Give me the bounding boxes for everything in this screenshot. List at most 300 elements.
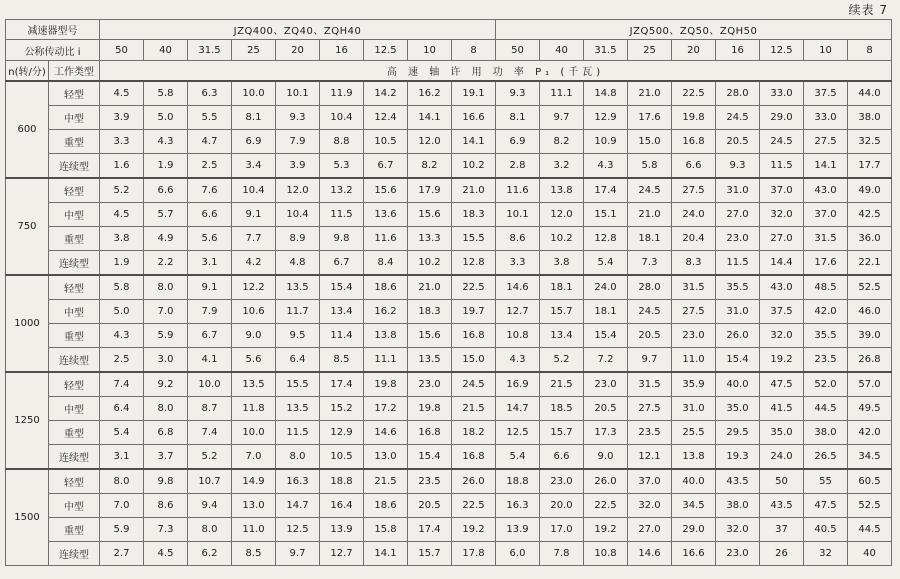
power-value-cell: 4.3 (496, 348, 540, 373)
ratio-header-cell: 40 (540, 40, 584, 61)
power-value-cell: 11.6 (364, 227, 408, 251)
power-value-cell: 40.5 (804, 518, 848, 542)
power-value-cell: 20.5 (628, 324, 672, 348)
power-value-cell: 22.5 (672, 81, 716, 106)
power-value-cell: 14.1 (364, 542, 408, 566)
table-row (6, 251, 892, 276)
power-value-cell: 4.1 (188, 348, 232, 373)
power-value-cell: 16.2 (408, 81, 452, 106)
power-value-cell: 14.1 (452, 130, 496, 154)
power-value-cell: 11.1 (364, 348, 408, 373)
power-value-cell: 14.1 (408, 106, 452, 130)
power-value-cell: 5.0 (100, 300, 144, 324)
power-value-cell: 6.9 (496, 130, 540, 154)
power-value-cell: 26 (760, 542, 804, 566)
power-value-cell: 5.4 (496, 445, 540, 470)
power-value-cell: 19.2 (760, 348, 804, 373)
power-value-cell: 15.7 (540, 300, 584, 324)
power-value-cell: 2.7 (100, 542, 144, 566)
power-value-cell: 6.6 (540, 445, 584, 470)
power-label: 高 速 轴 许 用 功 率 P₁ (千瓦) (100, 61, 892, 82)
power-value-cell: 21.5 (364, 469, 408, 494)
power-value-cell: 20.4 (672, 227, 716, 251)
worktype-cell: 重型 (49, 518, 100, 542)
table-row (6, 372, 892, 397)
power-value-cell: 26.8 (848, 348, 892, 373)
power-value-cell: 12.0 (540, 203, 584, 227)
power-value-cell: 23.5 (628, 421, 672, 445)
power-value-cell: 7.9 (188, 300, 232, 324)
power-value-cell: 17.4 (320, 372, 364, 397)
header-row-power (6, 61, 892, 82)
power-value-cell: 8.0 (276, 445, 320, 470)
power-value-cell: 15.0 (452, 348, 496, 373)
power-value-cell: 11.4 (320, 324, 364, 348)
power-value-cell: 17.4 (408, 518, 452, 542)
table-row (6, 203, 892, 227)
power-value-cell: 3.9 (100, 106, 144, 130)
power-value-cell: 13.2 (320, 178, 364, 203)
power-value-cell: 32.0 (760, 203, 804, 227)
power-value-cell: 47.5 (760, 372, 804, 397)
power-value-cell: 7.6 (188, 178, 232, 203)
power-value-cell: 4.9 (144, 227, 188, 251)
power-value-cell: 6.6 (144, 178, 188, 203)
power-value-cell: 40.0 (672, 469, 716, 494)
power-value-cell: 17.7 (848, 154, 892, 179)
power-value-cell: 10.8 (496, 324, 540, 348)
worktype-cell: 重型 (49, 227, 100, 251)
power-value-cell: 8.6 (144, 494, 188, 518)
power-value-cell: 20.5 (408, 494, 452, 518)
power-value-cell: 3.1 (100, 445, 144, 470)
power-value-cell: 17.0 (540, 518, 584, 542)
power-value-cell: 3.8 (100, 227, 144, 251)
power-value-cell: 42.0 (848, 421, 892, 445)
power-value-cell: 2.5 (100, 348, 144, 373)
power-value-cell: 31.5 (804, 227, 848, 251)
power-value-cell: 15.2 (320, 397, 364, 421)
table-row (6, 178, 892, 203)
table-row (6, 494, 892, 518)
power-value-cell: 8.1 (496, 106, 540, 130)
power-value-cell: 15.6 (408, 203, 452, 227)
header-row-ratio (6, 40, 892, 61)
power-value-cell: 11.0 (232, 518, 276, 542)
power-rating-table (5, 19, 892, 566)
power-value-cell: 57.0 (848, 372, 892, 397)
power-value-cell: 50 (760, 469, 804, 494)
power-value-cell: 1.9 (144, 154, 188, 179)
power-value-cell: 13.5 (232, 372, 276, 397)
power-value-cell: 16.2 (364, 300, 408, 324)
power-value-cell: 19.2 (584, 518, 628, 542)
power-value-cell: 3.3 (496, 251, 540, 276)
power-value-cell: 35.9 (672, 372, 716, 397)
power-value-cell: 8.5 (232, 542, 276, 566)
power-value-cell: 23.5 (804, 348, 848, 373)
power-value-cell: 16.3 (276, 469, 320, 494)
power-value-cell: 16.6 (672, 542, 716, 566)
speed-cell: 750 (6, 178, 49, 275)
power-value-cell: 33.0 (760, 81, 804, 106)
power-value-cell: 15.5 (276, 372, 320, 397)
ratio-header-cell: 50 (496, 40, 540, 61)
power-value-cell: 3.1 (188, 251, 232, 276)
power-value-cell: 8.3 (672, 251, 716, 276)
power-value-cell: 3.3 (100, 130, 144, 154)
power-value-cell: 19.1 (452, 81, 496, 106)
power-value-cell: 10.6 (232, 300, 276, 324)
power-value-cell: 20.0 (540, 494, 584, 518)
power-value-cell: 38.0 (804, 421, 848, 445)
power-value-cell: 10.4 (320, 106, 364, 130)
power-value-cell: 8.0 (144, 275, 188, 300)
power-value-cell: 13.5 (408, 348, 452, 373)
power-value-cell: 15.6 (364, 178, 408, 203)
power-value-cell: 6.4 (100, 397, 144, 421)
power-value-cell: 6.7 (364, 154, 408, 179)
power-value-cell: 16.8 (452, 324, 496, 348)
power-value-cell: 49.0 (848, 178, 892, 203)
power-value-cell: 12.1 (628, 445, 672, 470)
power-value-cell: 10.8 (584, 542, 628, 566)
power-value-cell: 27.5 (672, 178, 716, 203)
power-value-cell: 24.5 (760, 130, 804, 154)
power-value-cell: 21.5 (452, 397, 496, 421)
power-value-cell: 55 (804, 469, 848, 494)
power-value-cell: 7.3 (144, 518, 188, 542)
power-value-cell: 6.7 (188, 324, 232, 348)
power-value-cell: 12.5 (496, 421, 540, 445)
power-value-cell: 24.5 (628, 300, 672, 324)
power-value-cell: 35.0 (760, 421, 804, 445)
power-value-cell: 6.6 (672, 154, 716, 179)
power-value-cell: 35.5 (804, 324, 848, 348)
power-value-cell: 6.2 (188, 542, 232, 566)
power-value-cell: 13.8 (672, 445, 716, 470)
power-value-cell: 24.5 (716, 106, 760, 130)
power-value-cell: 31.5 (672, 275, 716, 300)
power-value-cell: 21.0 (628, 203, 672, 227)
table-row (6, 348, 892, 373)
power-value-cell: 12.8 (584, 227, 628, 251)
power-value-cell: 14.7 (276, 494, 320, 518)
power-value-cell: 3.9 (276, 154, 320, 179)
power-value-cell: 52.0 (804, 372, 848, 397)
power-value-cell: 18.3 (452, 203, 496, 227)
power-value-cell: 5.7 (144, 203, 188, 227)
worktype-cell: 轻型 (49, 178, 100, 203)
power-value-cell: 13.8 (364, 324, 408, 348)
power-value-cell: 5.8 (144, 81, 188, 106)
power-value-cell: 11.5 (276, 421, 320, 445)
power-value-cell: 2.5 (188, 154, 232, 179)
power-value-cell: 5.2 (100, 178, 144, 203)
power-value-cell: 10.1 (276, 81, 320, 106)
power-value-cell: 16.6 (452, 106, 496, 130)
power-value-cell: 7.3 (628, 251, 672, 276)
power-value-cell: 38.0 (716, 494, 760, 518)
power-value-cell: 12.0 (408, 130, 452, 154)
power-value-cell: 13.3 (408, 227, 452, 251)
ratio-header-cell: 31.5 (584, 40, 628, 61)
power-value-cell: 11.6 (496, 178, 540, 203)
power-value-cell: 2.8 (496, 154, 540, 179)
power-value-cell: 4.2 (232, 251, 276, 276)
power-value-cell: 10.2 (540, 227, 584, 251)
power-value-cell: 7.0 (144, 300, 188, 324)
power-value-cell: 10.1 (496, 203, 540, 227)
power-value-cell: 17.4 (584, 178, 628, 203)
power-value-cell: 17.6 (804, 251, 848, 276)
power-value-cell: 5.8 (100, 275, 144, 300)
ratio-header-cell: 12.5 (760, 40, 804, 61)
power-value-cell: 43.0 (804, 178, 848, 203)
ratio-header-cell: 8 (848, 40, 892, 61)
table-row (6, 106, 892, 130)
power-value-cell: 10.7 (188, 469, 232, 494)
power-value-cell: 12.9 (584, 106, 628, 130)
power-value-cell: 18.8 (496, 469, 540, 494)
power-value-cell: 2.2 (144, 251, 188, 276)
ratio-header-cell: 50 (100, 40, 144, 61)
power-value-cell: 20.5 (584, 397, 628, 421)
power-value-cell: 11.5 (760, 154, 804, 179)
power-value-cell: 10.0 (232, 421, 276, 445)
power-value-cell: 17.8 (452, 542, 496, 566)
power-value-cell: 31.5 (628, 372, 672, 397)
ratio-header-cell: 16 (320, 40, 364, 61)
power-value-cell: 5.8 (628, 154, 672, 179)
worktype-cell: 连续型 (49, 251, 100, 276)
power-value-cell: 6.9 (232, 130, 276, 154)
power-value-cell: 39.0 (848, 324, 892, 348)
power-value-cell: 6.7 (320, 251, 364, 276)
power-value-cell: 9.3 (276, 106, 320, 130)
power-value-cell: 9.2 (144, 372, 188, 397)
power-value-cell: 6.8 (144, 421, 188, 445)
power-value-cell: 8.1 (232, 106, 276, 130)
power-value-cell: 15.7 (540, 421, 584, 445)
power-value-cell: 35.5 (716, 275, 760, 300)
power-value-cell: 43.5 (760, 494, 804, 518)
power-value-cell: 37.0 (760, 178, 804, 203)
power-value-cell: 37.0 (628, 469, 672, 494)
power-value-cell: 4.5 (100, 203, 144, 227)
power-value-cell: 23.0 (408, 372, 452, 397)
worktype-cell: 连续型 (49, 348, 100, 373)
ratio-header-cell: 25 (232, 40, 276, 61)
power-value-cell: 15.4 (408, 445, 452, 470)
worktype-cell: 中型 (49, 106, 100, 130)
power-value-cell: 10.0 (232, 81, 276, 106)
power-value-cell: 8.4 (364, 251, 408, 276)
worktype-cell: 轻型 (49, 372, 100, 397)
power-value-cell: 9.8 (144, 469, 188, 494)
power-value-cell: 13.9 (320, 518, 364, 542)
power-value-cell: 15.7 (408, 542, 452, 566)
power-value-cell: 40.0 (716, 372, 760, 397)
power-value-cell: 11.7 (276, 300, 320, 324)
power-value-cell: 15.0 (628, 130, 672, 154)
power-value-cell: 33.0 (804, 106, 848, 130)
ratio-header-cell: 8 (452, 40, 496, 61)
power-value-cell: 10.0 (188, 372, 232, 397)
table-row (6, 130, 892, 154)
power-value-cell: 1.9 (100, 251, 144, 276)
power-value-cell: 18.6 (364, 275, 408, 300)
power-value-cell: 44.5 (848, 518, 892, 542)
power-value-cell: 23.0 (716, 227, 760, 251)
power-value-cell: 15.8 (364, 518, 408, 542)
power-value-cell: 52.5 (848, 275, 892, 300)
power-value-cell: 10.4 (232, 178, 276, 203)
model-group-jzq500: JZQ500、ZQ50、ZQH50 (496, 20, 892, 40)
power-value-cell: 60.5 (848, 469, 892, 494)
power-value-cell: 21.0 (452, 178, 496, 203)
ratio-header-cell: 10 (408, 40, 452, 61)
table-caption: 续表 7 (848, 3, 888, 17)
power-value-cell: 14.1 (804, 154, 848, 179)
power-value-cell: 27.0 (716, 203, 760, 227)
power-value-cell: 18.6 (364, 494, 408, 518)
power-value-cell: 44.5 (804, 397, 848, 421)
worktype-cell: 连续型 (49, 154, 100, 179)
power-value-cell: 16.4 (320, 494, 364, 518)
model-label: 减速器型号 (6, 20, 100, 40)
power-value-cell: 9.1 (188, 275, 232, 300)
speed-cell: 1250 (6, 372, 49, 469)
power-value-cell: 29.0 (760, 106, 804, 130)
power-value-cell: 32.0 (760, 324, 804, 348)
power-value-cell: 22.5 (584, 494, 628, 518)
power-value-cell: 43.0 (760, 275, 804, 300)
power-value-cell: 10.5 (364, 130, 408, 154)
ratio-header-cell: 10 (804, 40, 848, 61)
power-value-cell: 7.9 (276, 130, 320, 154)
power-value-cell: 34.5 (672, 494, 716, 518)
power-value-cell: 1.6 (100, 154, 144, 179)
power-value-cell: 19.8 (672, 106, 716, 130)
power-value-cell: 21.5 (540, 372, 584, 397)
power-value-cell: 9.5 (276, 324, 320, 348)
power-value-cell: 13.8 (540, 178, 584, 203)
power-value-cell: 7.4 (188, 421, 232, 445)
worktype-cell: 中型 (49, 300, 100, 324)
power-value-cell: 11.0 (672, 348, 716, 373)
power-value-cell: 13.4 (320, 300, 364, 324)
power-value-cell: 5.9 (100, 518, 144, 542)
table-row (6, 300, 892, 324)
power-value-cell: 23.0 (540, 469, 584, 494)
power-value-cell: 47.5 (804, 494, 848, 518)
power-value-cell: 4.8 (276, 251, 320, 276)
power-value-cell: 24.5 (452, 372, 496, 397)
power-value-cell: 4.3 (144, 130, 188, 154)
power-value-cell: 16.3 (496, 494, 540, 518)
header-row-model (6, 20, 892, 40)
power-value-cell: 15.4 (716, 348, 760, 373)
power-value-cell: 5.4 (584, 251, 628, 276)
table-row (6, 275, 892, 300)
power-value-cell: 17.2 (364, 397, 408, 421)
worktype-cell: 中型 (49, 494, 100, 518)
power-value-cell: 6.0 (496, 542, 540, 566)
power-value-cell: 9.7 (628, 348, 672, 373)
power-value-cell: 5.2 (540, 348, 584, 373)
power-value-cell: 5.2 (188, 445, 232, 470)
power-value-cell: 22.5 (452, 275, 496, 300)
power-value-cell: 27.5 (804, 130, 848, 154)
power-value-cell: 8.0 (144, 397, 188, 421)
power-value-cell: 18.5 (540, 397, 584, 421)
power-value-cell: 17.9 (408, 178, 452, 203)
power-value-cell: 16.8 (408, 421, 452, 445)
power-value-cell: 21.0 (628, 81, 672, 106)
worktype-cell: 轻型 (49, 469, 100, 494)
power-value-cell: 18.1 (540, 275, 584, 300)
power-value-cell: 21.0 (408, 275, 452, 300)
power-value-cell: 9.7 (276, 542, 320, 566)
power-value-cell: 5.6 (232, 348, 276, 373)
power-value-cell: 5.3 (320, 154, 364, 179)
power-value-cell: 4.5 (100, 81, 144, 106)
power-value-cell: 12.4 (364, 106, 408, 130)
table-row (6, 227, 892, 251)
power-value-cell: 18.8 (320, 469, 364, 494)
power-value-cell: 16.8 (672, 130, 716, 154)
power-value-cell: 29.5 (716, 421, 760, 445)
power-value-cell: 12.7 (320, 542, 364, 566)
power-value-cell: 7.7 (232, 227, 276, 251)
table-row (6, 445, 892, 470)
power-value-cell: 26.5 (804, 445, 848, 470)
power-value-cell: 11.5 (320, 203, 364, 227)
power-value-cell: 31.0 (672, 397, 716, 421)
power-value-cell: 27.0 (760, 227, 804, 251)
worktype-cell: 轻型 (49, 81, 100, 106)
ratio-label: 公称传动比 i (6, 40, 100, 61)
power-value-cell: 24.0 (584, 275, 628, 300)
power-value-cell: 31.0 (716, 300, 760, 324)
power-value-cell: 44.0 (848, 81, 892, 106)
worktype-cell: 轻型 (49, 275, 100, 300)
power-value-cell: 14.6 (364, 421, 408, 445)
table-row (6, 469, 892, 494)
power-value-cell: 37.5 (760, 300, 804, 324)
power-value-cell: 23.5 (408, 469, 452, 494)
power-value-cell: 11.9 (320, 81, 364, 106)
power-value-cell: 32.0 (628, 494, 672, 518)
power-value-cell: 8.9 (276, 227, 320, 251)
power-value-cell: 9.0 (584, 445, 628, 470)
power-value-cell: 17.6 (628, 106, 672, 130)
power-value-cell: 10.4 (276, 203, 320, 227)
power-value-cell: 4.5 (144, 542, 188, 566)
power-value-cell: 22.1 (848, 251, 892, 276)
power-value-cell: 14.2 (364, 81, 408, 106)
table-row (6, 81, 892, 106)
power-value-cell: 7.8 (540, 542, 584, 566)
power-value-cell: 6.6 (188, 203, 232, 227)
power-value-cell: 34.5 (848, 445, 892, 470)
power-value-cell: 15.6 (408, 324, 452, 348)
power-value-cell: 7.4 (100, 372, 144, 397)
speed-cell: 1000 (6, 275, 49, 372)
power-value-cell: 37.0 (804, 203, 848, 227)
speed-cell: 1500 (6, 469, 49, 566)
